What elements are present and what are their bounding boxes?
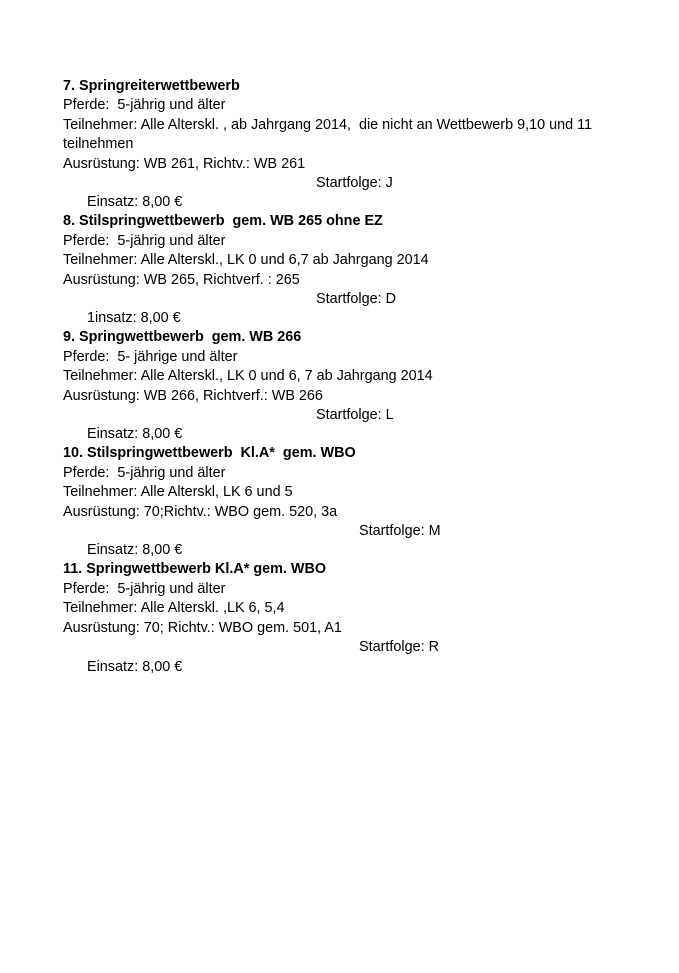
participants-requirement: Teilnehmer: Alle Alterskl. ,LK 6, 5,4 (63, 600, 285, 617)
participants-requirement: Teilnehmer: Alle Alterskl. , ab Jahrgang 2014, die nicht an Wettbewerb 9,10 und 11 teilnehmen (63, 116, 597, 153)
equipment-rules: Ausrüstung: 70;Richtv.: WBO gem. 520, 3a (63, 503, 338, 520)
start-order: Startfolge: M (359, 523, 441, 540)
entry-fee: Einsatz: 8,00 € (87, 542, 183, 559)
start-order: Startfolge: D (316, 291, 396, 308)
competition-title: 11. Springwettbewerb Kl.A* gem. WBO (63, 561, 327, 578)
competition-7 (63, 77, 623, 211)
competition-9 (63, 328, 623, 443)
fee-row (63, 290, 623, 327)
equipment-rules: Ausrüstung: 70; Richtv.: WBO gem. 501, A1 (63, 619, 342, 636)
entry-fee: Einsatz: 8,00 € (87, 426, 183, 443)
entry-fee: 1insatz: 8,00 € (87, 310, 181, 327)
equipment-rules: Ausrüstung: WB 266, Richtverf.: WB 266 (63, 387, 323, 404)
start-order: Startfolge: R (359, 639, 439, 656)
entry-fee: Einsatz: 8,00 € (87, 658, 183, 675)
fee-row (63, 174, 623, 211)
competition-10 (63, 444, 623, 559)
participants-requirement: Teilnehmer: Alle Alterskl., LK 0 und 6,7 ab Jahrgang 2014 (63, 252, 429, 269)
entry-fee: Einsatz: 8,00 € (87, 194, 183, 211)
competition-8 (63, 212, 623, 327)
document-page (63, 77, 623, 675)
competition-title: 10. Stilspringwettbewerb Kl.A* gem. WBO (63, 445, 356, 462)
start-order: Startfolge: L (316, 407, 394, 424)
horses-requirement: Pferde: 5-jährig und älter (63, 232, 226, 249)
competition-title: 9. Springwettbewerb gem. WB 266 (63, 329, 302, 346)
competition-title: 8. Stilspringwettbewerb gem. WB 265 ohne EZ (63, 213, 383, 230)
horses-requirement: Pferde: 5- jährige und älter (63, 348, 238, 365)
competition-11 (63, 560, 623, 675)
fee-row (63, 638, 623, 675)
fee-row (63, 522, 623, 559)
participants-requirement: Teilnehmer: Alle Alterskl, LK 6 und 5 (63, 484, 293, 501)
equipment-rules: Ausrüstung: WB 265, Richtverf. : 265 (63, 271, 300, 288)
competition-title: 7. Springreiterwettbewerb (63, 78, 240, 94)
horses-requirement: Pferde: 5-jährig und älter (63, 580, 226, 597)
horses-requirement: Pferde: 5-jährig und älter (63, 464, 226, 481)
participants-requirement: Teilnehmer: Alle Alterskl., LK 0 und 6, 7 ab Jahrgang 2014 (63, 368, 433, 385)
start-order: Startfolge: J (316, 175, 393, 192)
equipment-rules: Ausrüstung: WB 261, Richtv.: WB 261 (63, 155, 306, 172)
fee-row (63, 406, 623, 443)
horses-requirement: Pferde: 5-jährig und älter (63, 97, 226, 114)
